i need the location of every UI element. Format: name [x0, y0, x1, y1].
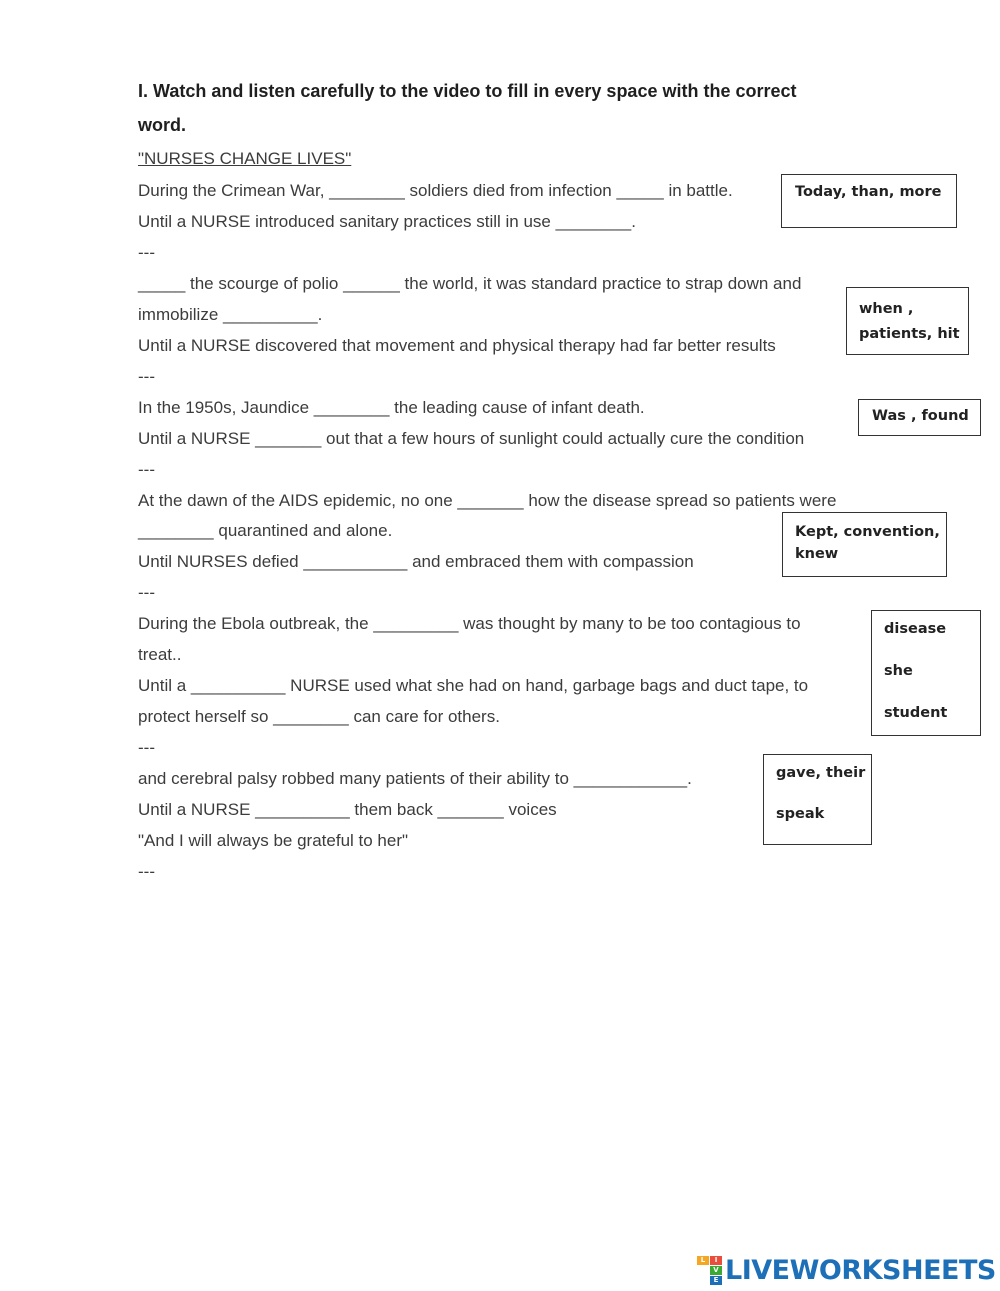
separator: ---	[138, 862, 155, 881]
word-box-text: patients, hit	[859, 326, 960, 342]
text-line: Until a NURSE discovered that movement and physical therapy had far better results	[138, 336, 776, 355]
logo-icon-letter: L	[697, 1256, 709, 1265]
text-line: immobilize __________.	[138, 305, 323, 324]
separator: ---	[138, 583, 155, 602]
text-line: During the Crimean War, ________ soldiers died from infection _____ in battle.	[138, 181, 733, 200]
liveworksheets-logo	[697, 1254, 996, 1286]
logo-icon-letter: V	[710, 1266, 722, 1275]
text-line: In the 1950s, Jaundice ________ the leading cause of infant death.	[138, 398, 645, 417]
word-box-text: Kept, convention,	[795, 524, 940, 540]
word-box-text: Today, than, more	[795, 184, 942, 200]
text-line: protect herself so ________ can care for others.	[138, 707, 500, 726]
text-line: ________ quarantined and alone.	[138, 521, 393, 540]
logo-icon-letter: E	[710, 1276, 722, 1285]
text-line: At the dawn of the AIDS epidemic, no one _______ how the disease spread so patients were	[138, 491, 837, 510]
word-box-text: Was , found	[872, 408, 969, 424]
word-box-text: knew	[795, 546, 839, 562]
word-box-3	[858, 399, 981, 436]
word-box-text: gave, their	[776, 765, 866, 781]
word-box-1	[781, 174, 957, 228]
text-line: and cerebral palsy robbed many patients of their ability to ____________.	[138, 769, 692, 788]
word-box-5	[871, 610, 981, 736]
separator: ---	[138, 738, 155, 757]
worksheet-title: "NURSES CHANGE LIVES"	[138, 149, 352, 168]
word-box-4	[782, 512, 947, 577]
instructions-line-2: word.	[138, 115, 186, 135]
text-line: "And I will always be grateful to her"	[138, 831, 409, 850]
word-box-text: when ,	[859, 301, 914, 317]
text-line: treat..	[138, 645, 182, 664]
text-line: During the Ebola outbreak, the _________ was thought by many to be too contagious to	[138, 614, 801, 633]
word-box-text: she	[884, 663, 913, 679]
text-line: _____ the scourge of polio ______ the world, it was standard practice to strap down and	[138, 274, 802, 293]
word-box-2	[846, 287, 969, 355]
separator: ---	[138, 243, 155, 262]
word-box-text: student	[884, 705, 948, 721]
word-box-text: disease	[884, 621, 947, 637]
liveworksheets-logo-icon	[697, 1256, 722, 1285]
word-box-text: speak	[776, 806, 825, 822]
text-line: Until a NURSE __________ them back _______ voices	[138, 800, 557, 819]
instructions-line-1: I. Watch and listen carefully to the video to fill in every space with the correct	[138, 81, 797, 101]
separator: ---	[138, 367, 155, 386]
separator: ---	[138, 460, 155, 479]
word-box-6	[763, 754, 872, 845]
text-line: Until NURSES defied ___________ and embraced them with compassion	[138, 552, 694, 571]
text-line: Until a __________ NURSE used what she had on hand, garbage bags and duct tape, to	[138, 676, 809, 695]
logo-icon-letter: I	[710, 1256, 722, 1265]
text-line: Until a NURSE introduced sanitary practices still in use ________.	[138, 212, 636, 231]
liveworksheets-logo-text: LIVEWORKSHEETS	[725, 1254, 996, 1286]
text-line: Until a NURSE _______ out that a few hours of sunlight could actually cure the condition	[138, 429, 805, 448]
